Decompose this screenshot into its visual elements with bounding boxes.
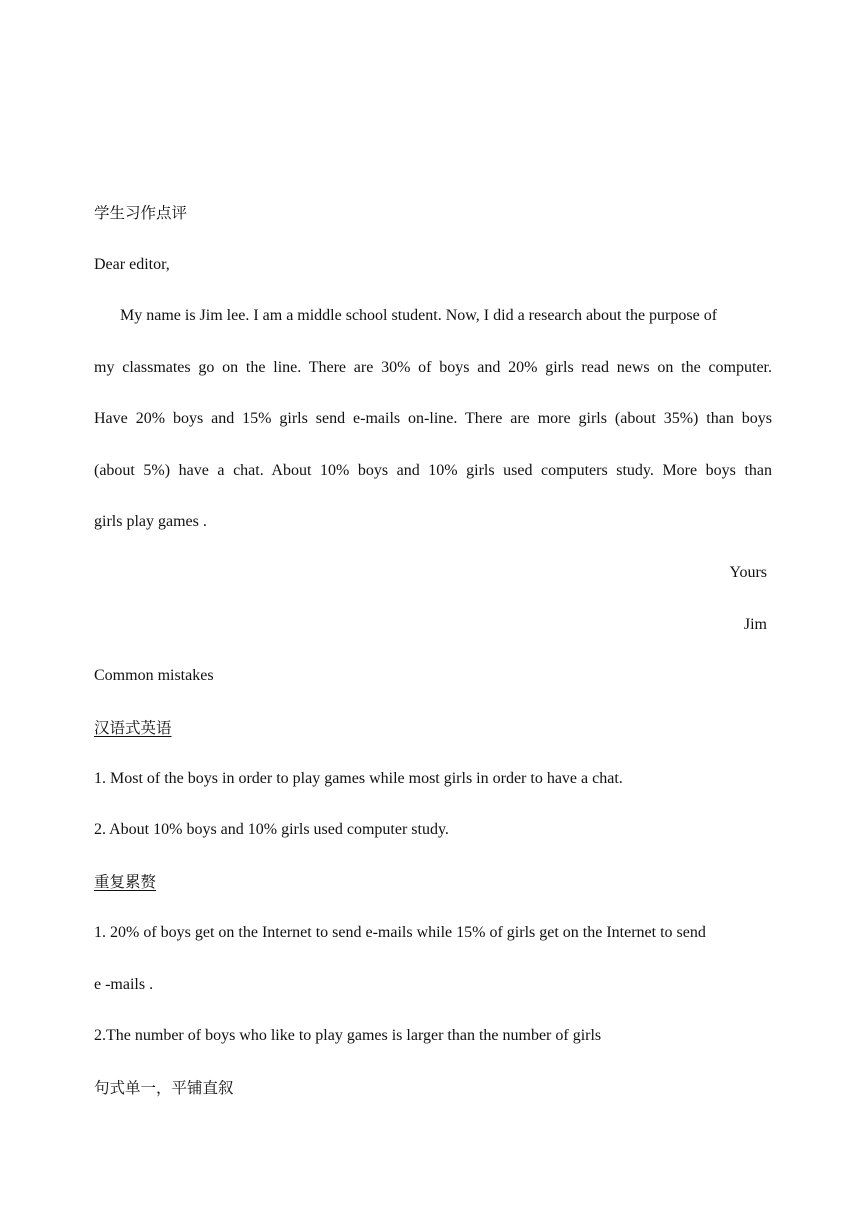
mistake-example: 2.The number of boys who like to play games is larger than the number of girls	[94, 1027, 602, 1044]
mistakes-title: Common mistakes	[94, 667, 214, 684]
letter-closing: Yours	[729, 564, 767, 581]
letter-body-line: girls play games .	[94, 513, 207, 530]
section-title-chinglish: 汉语式英语	[94, 719, 172, 737]
heading: 学生习作点评	[94, 204, 188, 222]
letter-body-line: (about 5%) have a chat. About 10% boys and 10% girls used computers study. More boys than	[94, 462, 772, 479]
letter-body-line: my classmates go on the line. There are 30% of boys and 20% girls read news on the computer.	[94, 359, 772, 376]
section-title-monotony: 句式单一，平铺直叙	[94, 1079, 234, 1097]
section-title-redundancy: 重复累赘	[94, 873, 157, 891]
mistake-example: 2. About 10% boys and 10% girls used computer study.	[94, 821, 449, 838]
letter-body-line: Have 20% boys and 15% girls send e-mails on-line. There are more girls (about 35%) than boys	[94, 410, 772, 427]
letter-signature: Jim	[743, 616, 767, 633]
mistake-example: 1. Most of the boys in order to play games while most girls in order to have a chat.	[94, 770, 623, 787]
letter-salutation: Dear editor,	[94, 256, 170, 273]
letter-body-line: My name is Jim lee. I am a middle school student. Now, I did a research about the purpose of	[120, 307, 718, 324]
mistake-example: e -mails .	[94, 976, 154, 993]
mistake-example: 1. 20% of boys get on the Internet to send e-mails while 15% of girls get on the Internet to send	[94, 924, 706, 941]
